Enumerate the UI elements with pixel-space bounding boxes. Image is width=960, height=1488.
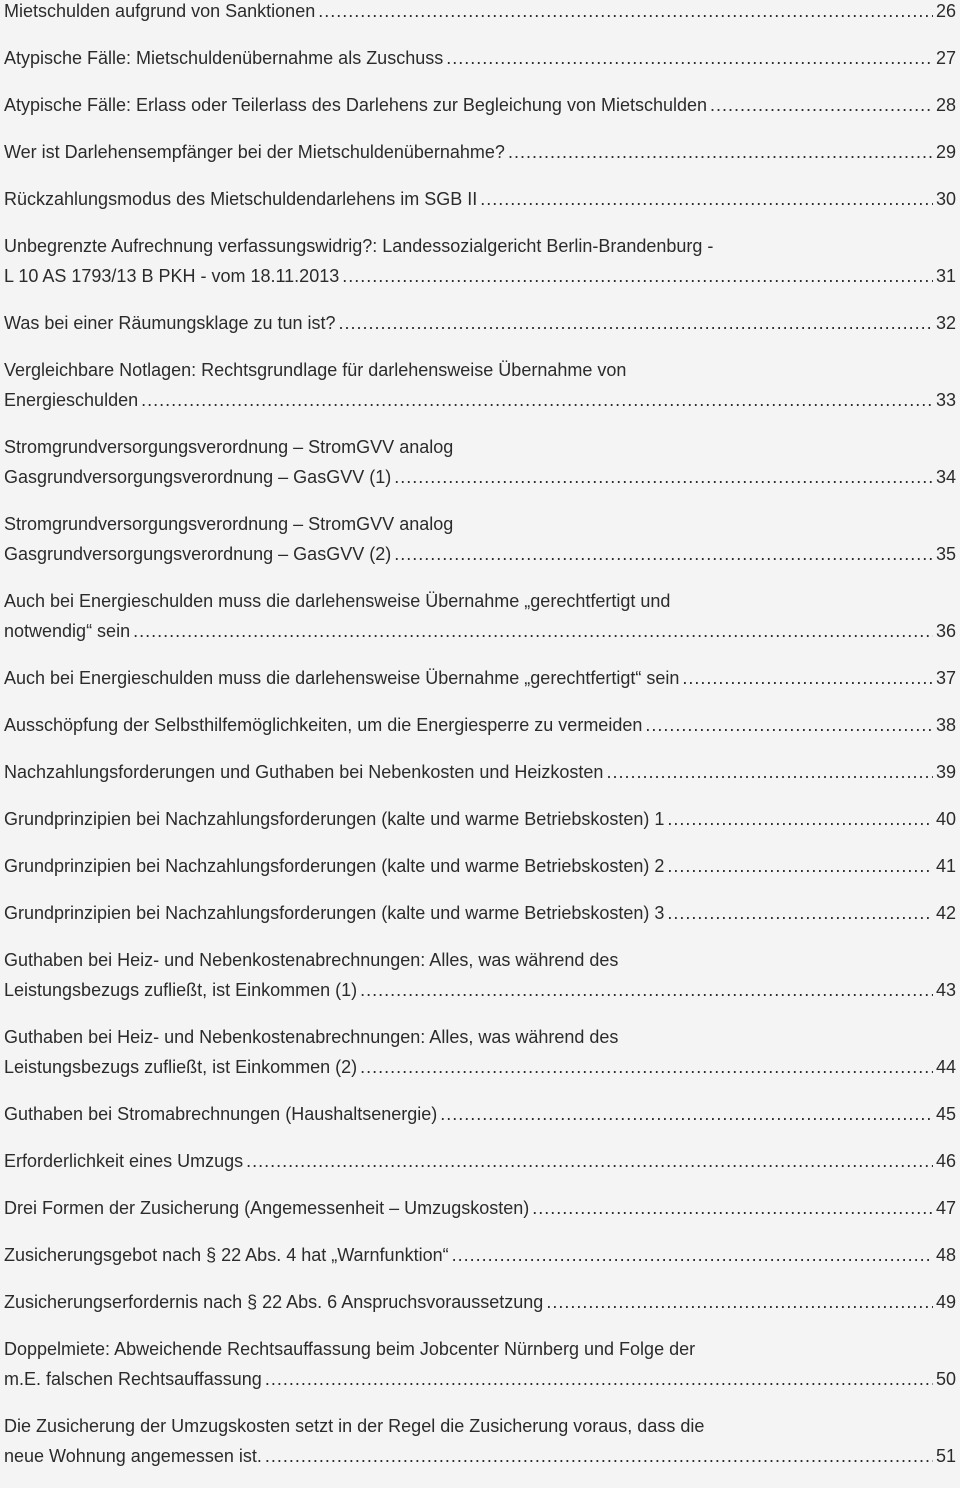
dot-leader bbox=[360, 975, 933, 1005]
table-of-contents bbox=[4, 0, 956, 1488]
toc-entry[interactable] bbox=[4, 432, 956, 492]
toc-page-number: 33 bbox=[935, 390, 956, 410]
dot-leader bbox=[480, 184, 933, 214]
toc-entry-line bbox=[4, 0, 956, 26]
toc-entry[interactable] bbox=[4, 0, 956, 26]
toc-entry[interactable] bbox=[4, 851, 956, 881]
toc-page-number: 49 bbox=[935, 1292, 956, 1312]
toc-entry[interactable] bbox=[4, 43, 956, 73]
toc-entry-title: Die Zusicherung der Umzugskosten setzt in der Regel die Zusicherung voraus, dass die bbox=[4, 1416, 705, 1436]
toc-entry-line bbox=[4, 432, 956, 462]
toc-page-number: 45 bbox=[935, 1104, 956, 1124]
toc-entry-title: L 10 AS 1793/13 B PKH - vom 18.11.2013 bbox=[4, 266, 340, 286]
toc-entry[interactable] bbox=[4, 231, 956, 291]
toc-page-number: 34 bbox=[935, 467, 956, 487]
dot-leader bbox=[710, 90, 933, 120]
toc-entry-line bbox=[4, 261, 956, 291]
toc-entry-title: Doppelmiete: Abweichende Rechtsauffassung beim Jobcenter Nürnberg und Folge der bbox=[4, 1339, 696, 1359]
dot-leader bbox=[532, 1193, 933, 1223]
toc-entry[interactable] bbox=[4, 90, 956, 120]
toc-entry-line bbox=[4, 1146, 956, 1176]
dot-leader bbox=[342, 261, 933, 291]
toc-entry-line bbox=[4, 43, 956, 73]
toc-page-number: 28 bbox=[935, 95, 956, 115]
toc-entry-line bbox=[4, 1193, 956, 1223]
toc-entry-title: Leistungsbezugs zufließt, ist Einkommen (1) bbox=[4, 980, 358, 1000]
toc-entry-line bbox=[4, 1334, 956, 1364]
dot-leader bbox=[508, 137, 933, 167]
toc-entry-line bbox=[4, 1240, 956, 1270]
toc-entry-title: Rückzahlungsmodus des Mietschuldendarlehens im SGB II bbox=[4, 189, 478, 209]
toc-entry-title: Ausschöpfung der Selbsthilfemöglichkeiten, um die Energiesperre zu vermeiden bbox=[4, 715, 643, 735]
toc-entry-title: Zusicherungserfordernis nach § 22 Abs. 6 Anspruchsvoraussetzung bbox=[4, 1292, 544, 1312]
toc-entry[interactable] bbox=[4, 355, 956, 415]
dot-leader bbox=[606, 757, 933, 787]
toc-entry-line bbox=[4, 231, 956, 261]
toc-entry[interactable] bbox=[4, 137, 956, 167]
toc-page-number: 50 bbox=[935, 1369, 956, 1389]
toc-entry[interactable] bbox=[4, 1022, 956, 1082]
toc-entry-line bbox=[4, 975, 956, 1005]
toc-page-number: 43 bbox=[935, 980, 956, 1000]
toc-entry-line bbox=[4, 851, 956, 881]
toc-entry-line bbox=[4, 308, 956, 338]
toc-entry-line bbox=[4, 184, 956, 214]
toc-page-number: 29 bbox=[935, 142, 956, 162]
toc-entry-line bbox=[4, 509, 956, 539]
toc-entry-line bbox=[4, 945, 956, 975]
toc-entry-title: Atypische Fälle: Mietschuldenübernahme als Zuschuss bbox=[4, 48, 444, 68]
toc-entry[interactable] bbox=[4, 1099, 956, 1129]
toc-entry-line bbox=[4, 90, 956, 120]
toc-entry-title: Stromgrundversorgungsverordnung – StromGVV analog bbox=[4, 514, 454, 534]
toc-entry[interactable] bbox=[4, 1411, 956, 1471]
toc-entry-line bbox=[4, 586, 956, 616]
toc-entry-line bbox=[4, 663, 956, 693]
toc-page-number: 37 bbox=[935, 668, 956, 688]
dot-leader bbox=[667, 898, 933, 928]
toc-page-number: 38 bbox=[935, 715, 956, 735]
toc-page-number: 36 bbox=[935, 621, 956, 641]
dot-leader bbox=[667, 804, 933, 834]
toc-entry[interactable] bbox=[4, 945, 956, 1005]
toc-page-number: 39 bbox=[935, 762, 956, 782]
toc-entry[interactable] bbox=[4, 1287, 956, 1317]
toc-entry[interactable] bbox=[4, 757, 956, 787]
dot-leader bbox=[318, 0, 933, 26]
toc-entry-title: Erforderlichkeit eines Umzugs bbox=[4, 1151, 244, 1171]
toc-entry-title: Atypische Fälle: Erlass oder Teilerlass des Darlehens zur Begleichung von Mietschulden bbox=[4, 95, 708, 115]
toc-entry-title: Leistungsbezugs zufließt, ist Einkommen (2) bbox=[4, 1057, 358, 1077]
toc-entry-line bbox=[4, 462, 956, 492]
dot-leader bbox=[645, 710, 933, 740]
toc-page-number: 32 bbox=[935, 313, 956, 333]
toc-page-number: 46 bbox=[935, 1151, 956, 1171]
toc-entry-title: Vergleichbare Notlagen: Rechtsgrundlage für darlehensweise Übernahme von bbox=[4, 360, 627, 380]
toc-page-number: 27 bbox=[935, 48, 956, 68]
toc-entry-title: Wer ist Darlehensempfänger bei der Mietschuldenübernahme? bbox=[4, 142, 505, 162]
dot-leader bbox=[360, 1052, 933, 1082]
toc-page-number: 42 bbox=[935, 903, 956, 923]
toc-page-number: 26 bbox=[935, 1, 956, 21]
toc-entry[interactable] bbox=[4, 1193, 956, 1223]
toc-entry[interactable] bbox=[4, 804, 956, 834]
toc-entry-line bbox=[4, 804, 956, 834]
toc-entry-title: Grundprinzipien bei Nachzahlungsforderungen (kalte und warme Betriebskosten) 2 bbox=[4, 856, 665, 876]
toc-entry-title: Gasgrundversorgungsverordnung – GasGVV (2) bbox=[4, 544, 392, 564]
toc-entry[interactable] bbox=[4, 184, 956, 214]
toc-page-number: 41 bbox=[935, 856, 956, 876]
toc-entry-line bbox=[4, 710, 956, 740]
toc-page-number: 35 bbox=[935, 544, 956, 564]
toc-page-number: 44 bbox=[935, 1057, 956, 1077]
toc-entry-title: Nachzahlungsforderungen und Guthaben bei Nebenkosten und Heizkosten bbox=[4, 762, 604, 782]
dot-leader bbox=[452, 1240, 933, 1270]
toc-entry-title: Zusicherungsgebot nach § 22 Abs. 4 hat „Warnfunktion“ bbox=[4, 1245, 449, 1265]
toc-entry-title: Was bei einer Räumungsklage zu tun ist? bbox=[4, 313, 336, 333]
dot-leader bbox=[246, 1146, 933, 1176]
toc-page-number: 47 bbox=[935, 1198, 956, 1218]
toc-page-number: 31 bbox=[935, 266, 956, 286]
toc-entry-title: neue Wohnung angemessen ist. bbox=[4, 1446, 262, 1466]
toc-entry-title: Drei Formen der Zusicherung (Angemessenheit – Umzugskosten) bbox=[4, 1198, 530, 1218]
dot-leader bbox=[446, 43, 933, 73]
toc-entry[interactable] bbox=[4, 509, 956, 569]
toc-entry-line bbox=[4, 1441, 956, 1471]
toc-entry[interactable] bbox=[4, 710, 956, 740]
toc-page-number: 40 bbox=[935, 809, 956, 829]
toc-entry[interactable] bbox=[4, 1146, 956, 1176]
dot-leader bbox=[141, 385, 933, 415]
dot-leader bbox=[133, 616, 933, 646]
dot-leader bbox=[440, 1099, 933, 1129]
dot-leader bbox=[265, 1364, 933, 1394]
toc-entry-title: Guthaben bei Heiz- und Nebenkostenabrechnungen: Alles, was während des bbox=[4, 950, 619, 970]
toc-entry-line bbox=[4, 539, 956, 569]
toc-entry-line bbox=[4, 898, 956, 928]
dot-leader bbox=[394, 462, 933, 492]
toc-entry[interactable] bbox=[4, 586, 956, 646]
toc-entry-title: Energieschulden bbox=[4, 390, 139, 410]
toc-entry-line bbox=[4, 385, 956, 415]
toc-entry-title: Auch bei Energieschulden muss die darlehensweise Übernahme „gerechtfertigt“ sein bbox=[4, 668, 680, 688]
toc-entry-line bbox=[4, 1364, 956, 1394]
dot-leader bbox=[339, 308, 933, 338]
toc-entry[interactable] bbox=[4, 898, 956, 928]
toc-entry-line bbox=[4, 1052, 956, 1082]
toc-entry-line bbox=[4, 1411, 956, 1441]
dot-leader bbox=[265, 1441, 933, 1471]
toc-entry-title: Mietschulden aufgrund von Sanktionen bbox=[4, 1, 316, 21]
toc-entry-title: Guthaben bei Heiz- und Nebenkostenabrechnungen: Alles, was während des bbox=[4, 1027, 619, 1047]
toc-entry-line bbox=[4, 137, 956, 167]
toc-entry-line bbox=[4, 1287, 956, 1317]
toc-entry-title: Guthaben bei Stromabrechnungen (Haushaltsenergie) bbox=[4, 1104, 438, 1124]
toc-entry[interactable] bbox=[4, 1334, 956, 1394]
toc-entry-line bbox=[4, 1099, 956, 1129]
toc-entry-title: Stromgrundversorgungsverordnung – StromGVV analog bbox=[4, 437, 454, 457]
toc-entry[interactable] bbox=[4, 308, 956, 338]
toc-entry[interactable] bbox=[4, 1240, 956, 1270]
toc-entry-line bbox=[4, 616, 956, 646]
toc-page-number: 30 bbox=[935, 189, 956, 209]
toc-entry-title: Unbegrenzte Aufrechnung verfassungswidrig?: Landessozialgericht Berlin-Brandenburg - bbox=[4, 236, 714, 256]
dot-leader bbox=[546, 1287, 933, 1317]
toc-entry-title: notwendig“ sein bbox=[4, 621, 131, 641]
toc-entry-line bbox=[4, 355, 956, 385]
toc-page-number: 51 bbox=[935, 1446, 956, 1466]
dot-leader bbox=[394, 539, 933, 569]
toc-entry-title: Auch bei Energieschulden muss die darlehensweise Übernahme „gerechtfertigt und bbox=[4, 591, 671, 611]
toc-entry-title: Grundprinzipien bei Nachzahlungsforderungen (kalte und warme Betriebskosten) 3 bbox=[4, 903, 665, 923]
dot-leader bbox=[667, 851, 933, 881]
toc-entry-title: Grundprinzipien bei Nachzahlungsforderungen (kalte und warme Betriebskosten) 1 bbox=[4, 809, 665, 829]
toc-page-number: 48 bbox=[935, 1245, 956, 1265]
toc-entry-title: m.E. falschen Rechtsauffassung bbox=[4, 1369, 262, 1389]
dot-leader bbox=[682, 663, 933, 693]
toc-entry-line bbox=[4, 1022, 956, 1052]
toc-entry-title: Gasgrundversorgungsverordnung – GasGVV (1) bbox=[4, 467, 392, 487]
toc-entry-line bbox=[4, 757, 956, 787]
toc-entry[interactable] bbox=[4, 663, 956, 693]
